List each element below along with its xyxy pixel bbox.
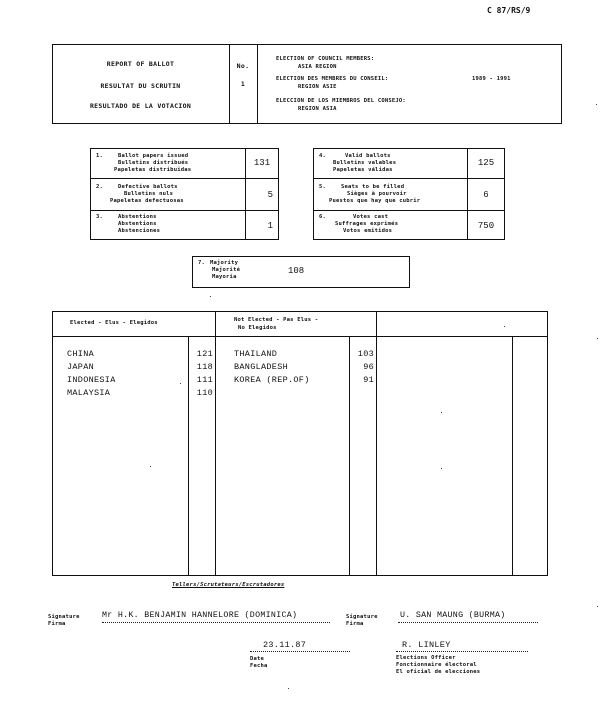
- election-fr-line-2: REGION ASIE: [298, 84, 337, 90]
- title-fr: RESULTAT DU SCRUTIN: [100, 82, 181, 90]
- stat-label-fr: Bulletins nuls: [124, 191, 174, 197]
- stat-label-fr: Suffrages exprimés: [335, 221, 399, 227]
- stat-number: 5.: [319, 184, 327, 190]
- scan-speck: [596, 104, 597, 105]
- officer-label-fr: Fonctionnaire électoral: [396, 662, 477, 668]
- stat-label-fr: Bulletins valables: [333, 160, 397, 166]
- scan-speck: [597, 606, 598, 607]
- vote-count: 111: [196, 375, 213, 385]
- stat-value-6: 750: [477, 221, 495, 231]
- vote-count: 118: [196, 362, 213, 372]
- stat-number: 6.: [319, 214, 327, 220]
- scan-speck: [504, 326, 505, 327]
- signature-label-es: Firma: [48, 621, 66, 627]
- stat-label-en: Seats to be filled: [341, 184, 405, 190]
- election-en-line-1: ELECTION OF COUNCIL MEMBERS:: [276, 56, 375, 62]
- stat-label-fr: Sièges à pourvoir: [347, 191, 407, 197]
- stat-number: 1.: [96, 153, 104, 159]
- stat-label-fr: Abstentions: [118, 221, 157, 227]
- election-en-line-2: ASIA REGION: [298, 64, 337, 70]
- stat-row-6: [319, 214, 469, 234]
- stat-label-en: Abstentions: [118, 214, 157, 220]
- stat-label-es: Papeletas distribuidas: [114, 167, 192, 173]
- stat-value-2: 5: [267, 190, 273, 200]
- tellers-label: Tellers/Scrutateurs/Escrutadores: [172, 582, 285, 588]
- officer-name: R. LINLEY: [402, 640, 451, 650]
- scan-speck: [441, 468, 442, 469]
- date-labels: [250, 656, 268, 670]
- stat-row-2: [96, 184, 246, 204]
- stats-right-row-line: [313, 210, 505, 211]
- signature-label: Signature: [346, 614, 378, 620]
- vote-count: 91: [363, 375, 374, 385]
- table-row: KOREA (REP.OF): [234, 375, 310, 385]
- scan-speck: [150, 466, 151, 467]
- election-es-line-2: REGION ASIA: [298, 106, 337, 112]
- scan-speck: [180, 383, 181, 384]
- vote-count: 103: [357, 349, 374, 359]
- scan-speck: [597, 338, 598, 339]
- stat-row-3: [96, 214, 246, 234]
- document-reference: C 87/RS/9: [487, 6, 531, 15]
- vote-count: 110: [196, 388, 213, 398]
- stats-left-row-line: [90, 210, 279, 211]
- stat-number: 3.: [96, 214, 104, 220]
- table-row: INDONESIA: [67, 375, 116, 385]
- majority-label-en: Majority: [210, 260, 239, 266]
- stat-label-es: Papeletas válidas: [333, 167, 393, 173]
- stat-label-es: Puestos que hay que cubrir: [329, 198, 421, 204]
- elected-header: Elected - Elus - Elegidos: [70, 320, 158, 326]
- teller-1-name: Mr H.K. BENJAMIN HANNELORE (DOMINICA): [102, 611, 298, 620]
- signature-label: Signature: [48, 614, 80, 620]
- teller-1-signature-line: [102, 622, 330, 623]
- stats-right-row-line: [313, 178, 505, 179]
- table-row: MALAYSIA: [67, 388, 111, 398]
- stat-value-3: 1: [267, 221, 273, 231]
- number-label: No.: [236, 62, 250, 70]
- scan-speck: [210, 296, 211, 297]
- teller-2-name: U. SAN MAUNG (BURMA): [400, 611, 506, 620]
- majority-number: 7.: [198, 260, 206, 266]
- results-col-line: [349, 336, 350, 576]
- stat-value-4: 125: [477, 158, 495, 168]
- stat-value-1: 131: [253, 158, 271, 168]
- date-label-es: Fecha: [250, 663, 268, 669]
- signature-label-right: [346, 614, 378, 628]
- date-value: 23.11.87: [263, 640, 307, 650]
- date-label: Date: [250, 656, 265, 662]
- stat-label-en: Votes cast: [353, 214, 389, 220]
- stat-label-es: Votos emitidos: [343, 228, 393, 234]
- stat-value-5: 6: [483, 190, 489, 200]
- vote-count: 121: [196, 349, 213, 359]
- scan-speck: [288, 688, 289, 689]
- results-col-line: [188, 336, 189, 576]
- officer-label-en: Elections Officer: [396, 655, 456, 661]
- officer-labels: [396, 655, 480, 676]
- results-header-line: [52, 336, 548, 337]
- majority-value: 108: [288, 266, 305, 276]
- not-elected-header-line-2: No Elegidos: [238, 325, 277, 331]
- signature-label-es: Firma: [346, 621, 364, 627]
- stat-row-4: [319, 153, 469, 173]
- election-es-line-1: ELECCION DE LOS MIEMBROS DEL CONSEJO:: [276, 98, 406, 104]
- stat-label-en: Defective ballots: [118, 184, 178, 190]
- term-years: 1989 - 1991: [472, 76, 511, 82]
- vote-count: 96: [363, 362, 374, 372]
- stat-label-es: Abstenciones: [118, 228, 161, 234]
- election-fr-line-1: ELECTION DES MEMBRES DU CONSEIL:: [276, 76, 389, 82]
- stat-label-en: Valid ballots: [345, 153, 391, 159]
- header-divider: [257, 44, 258, 124]
- majority-label-fr: Majorité: [212, 267, 241, 273]
- stat-row-1: [96, 153, 246, 173]
- title-es: RESULTADO DE LA VOTACION: [89, 102, 192, 110]
- number-value: 1: [240, 80, 246, 88]
- scan-speck: [441, 412, 442, 413]
- results-table: [52, 311, 548, 576]
- title-en: REPORT OF BALLOT: [106, 60, 175, 68]
- stats-left-row-line: [90, 178, 279, 179]
- results-col-line: [512, 336, 513, 576]
- officer-line: [396, 651, 528, 652]
- officer-label-es: El oficial de elecciones: [396, 669, 481, 675]
- stat-number: 4.: [319, 153, 327, 159]
- table-row: BANGLADESH: [234, 362, 289, 372]
- stat-number: 2.: [96, 184, 104, 190]
- table-row: THAILAND: [234, 349, 278, 359]
- signature-label-left: [48, 614, 80, 628]
- stat-label-es: Papeletas defectuosas: [110, 198, 184, 204]
- date-line: [250, 651, 350, 652]
- results-col-line: [376, 311, 377, 576]
- majority-labels: [198, 260, 288, 280]
- teller-2-signature-line: [398, 622, 538, 623]
- majority-label-es: Mayoría: [212, 274, 237, 280]
- results-col-line: [215, 311, 216, 576]
- stat-label-en: Ballot papers issued: [118, 153, 189, 159]
- table-row: CHINA: [67, 349, 95, 359]
- stat-row-5: [319, 184, 469, 204]
- stat-label-fr: Bulletins distribués: [118, 160, 189, 166]
- not-elected-header-line-1: Not Elected - Pas Elus -: [234, 317, 319, 323]
- table-row: JAPAN: [67, 362, 95, 372]
